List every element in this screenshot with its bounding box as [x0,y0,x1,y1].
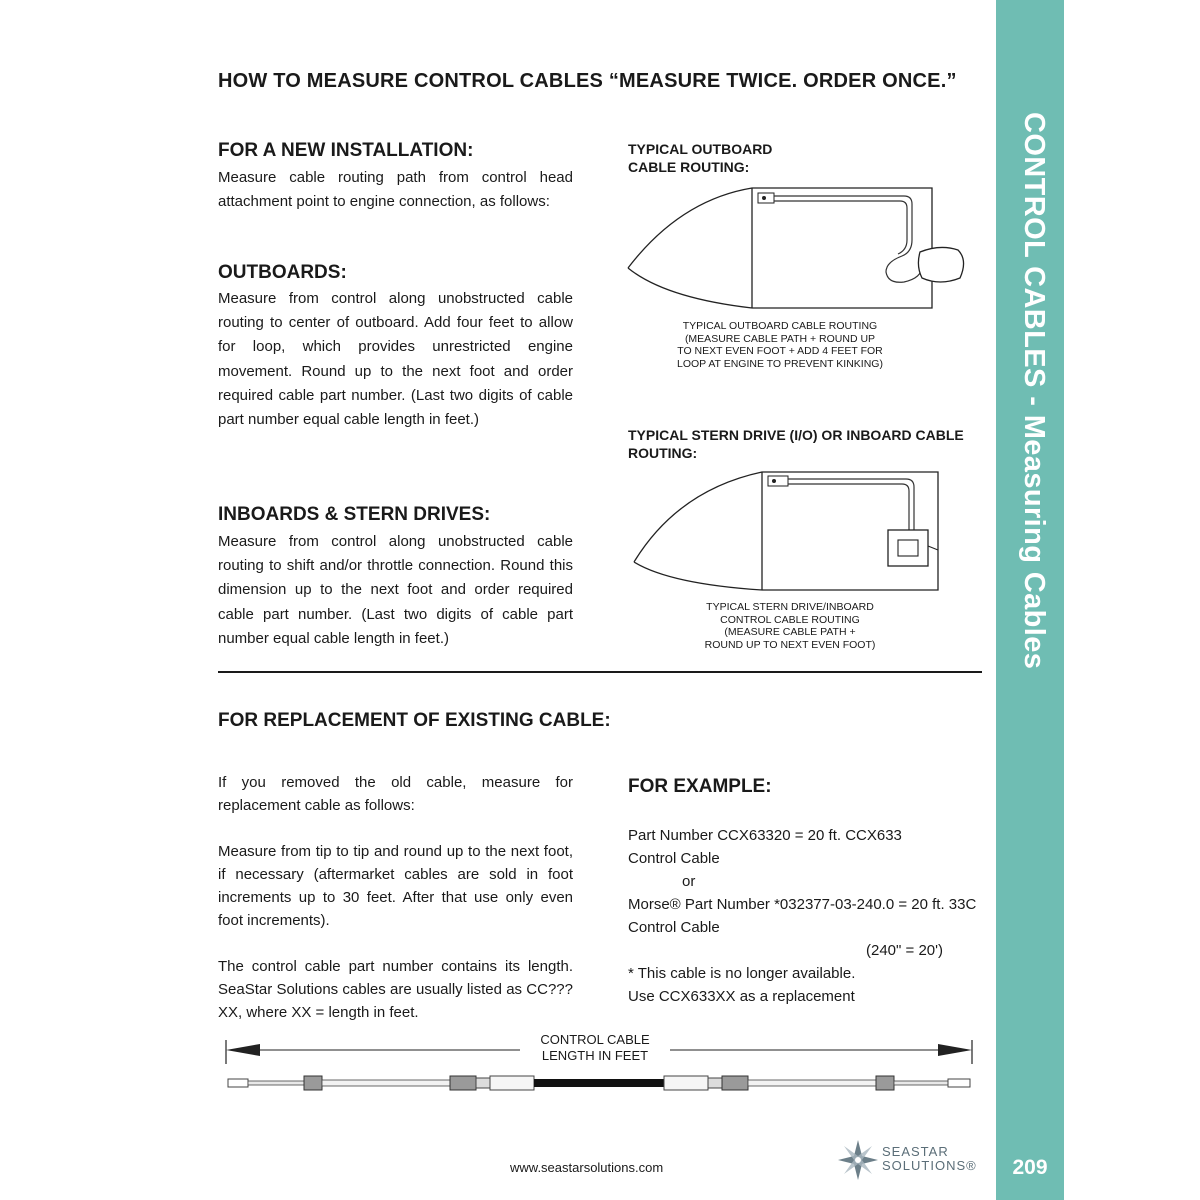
inboards-heading: INBOARDS & STERN DRIVES: [218,504,491,525]
control-cable-illustration [228,1076,970,1090]
seastar-logo-text: SEASTAR SOLUTIONS® [882,1144,977,1173]
sidebar-title: CONTROL CABLES - Measuring Cables [1018,112,1050,670]
example-line-4: Morse® Part Number *032377-03-240.0 = 20 ft. 33C [628,896,977,913]
stern-drive-diagram-caption: TYPICAL STERN DRIVE/INBOARD CONTROL CABLE ROUTING (MEASURE CABLE PATH + ROUND UP TO NEXT EVEN FOOT) [704,601,876,651]
outboard-engine [918,247,963,282]
example-line-3: or [682,873,696,890]
outboard-diagram-caption: TYPICAL OUTBOARD CABLE ROUTING (MEASURE CABLE PATH + ROUND UP TO NEXT EVEN FOOT + ADD 4 FEET FOR LOOP AT ENGINE TO PREVENT KINKING) [677,320,883,370]
new-installation-heading: FOR A NEW INSTALLATION: [218,140,474,161]
seastar-star-logo-icon [836,1138,880,1182]
example-heading: FOR EXAMPLE: [628,776,772,797]
stern-drive-control-head [768,476,788,486]
cable-length-label: CONTROL CABLE LENGTH IN FEET [520,1032,670,1064]
outboards-text: Measure from control along unobstructed cable routing to center of outboard. Add four feet to allow for loop, which provides unrestricted engine movement. Round up to the next foot and order required cable part number. (Last two digits of cable part number equal cable length in feet.) [218,290,573,429]
example-text [628,824,988,1008]
replacement-para-3: The control cable part number contains its length. SeaStar Solutions cables are usually listed as CC???XX, where XX = length in feet. [218,958,573,1021]
stern-drive-diagram-title: TYPICAL STERN DRIVE (I/O) OR INBOARD CABLE ROUTING: [628,427,964,461]
example-line-5: Control Cable [628,919,720,936]
example-line-7: * This cable is no longer available. [628,965,856,982]
replacement-text [218,771,573,1024]
cable-center-jacket [534,1079,664,1087]
replacement-heading: FOR REPLACEMENT OF EXISTING CABLE: [218,710,611,731]
main-heading: HOW TO MEASURE CONTROL CABLES “MEASURE TWICE. ORDER ONCE.” [218,70,957,92]
right-arrowhead [938,1044,972,1056]
outboard-routing-diagram [620,180,980,315]
section-divider [218,671,982,673]
replacement-para-1: If you removed the old cable, measure for replacement cable as follows: [218,774,573,814]
outboards-heading: OUTBOARDS: [218,262,347,283]
stern-drive-cable-path [788,479,914,530]
outboard-hull-outline [628,188,932,308]
page-number: 209 [1012,1156,1048,1179]
example-line-2: Control Cable [628,850,720,867]
footer-url: www.seastarsolutions.com [510,1160,664,1175]
example-line-1: Part Number CCX63320 = 20 ft. CCX633 [628,827,902,844]
new-installation-text: Measure cable routing path from control head attachment point to engine connection, as follows: [218,169,573,211]
inboards-text: Measure from control along unobstructed cable routing to shift and/or throttle connection. Round this dimension up to the next foot and order required cable part number. (Last two digits of cable part number equal cable length in feet.) [218,533,573,647]
example-line-8: Use CCX633XX as a replacement [628,988,855,1005]
stern-drive-routing-diagram [630,466,950,596]
outboard-cable-path [774,196,922,282]
outboard-diagram-title: TYPICAL OUTBOARD CABLE ROUTING: [628,141,773,175]
replacement-para-2: Measure from tip to tip and round up to the next foot, if necessary (aftermarket cables are sold in foot increments up to 30 feet. After that use only even foot increments). [218,843,573,929]
left-arrowhead [226,1044,260,1056]
example-line-6: (240" = 20') [866,942,943,959]
